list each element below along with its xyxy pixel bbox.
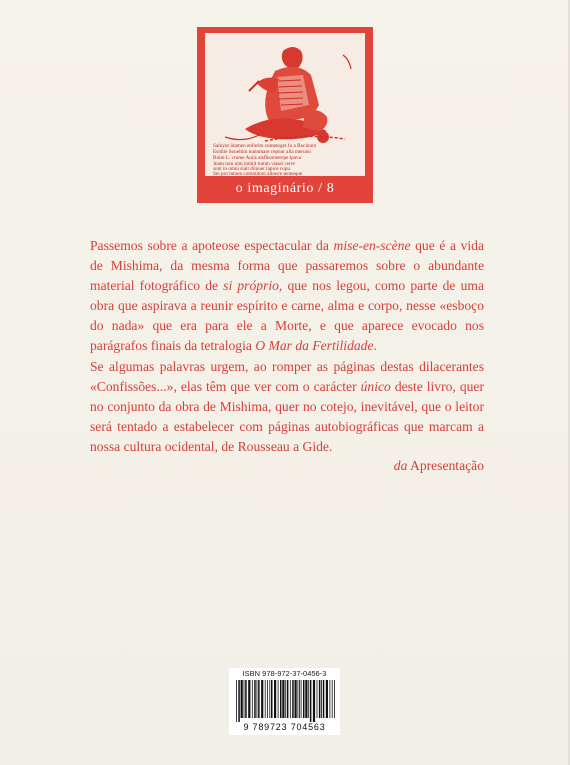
blurb-attribution xyxy=(330,456,484,476)
barcode-bar xyxy=(332,680,333,718)
barcode-bar xyxy=(269,680,270,718)
barcode-bar xyxy=(334,680,335,718)
barcode-bar xyxy=(261,680,263,718)
barcode-bar xyxy=(299,680,300,718)
text-run: Se algumas palavras urgem, ao romper as páginas destas dilacerantes «Confissões...», elas têm que ver com o carácter xyxy=(90,359,484,394)
blurb-paragraph-1 xyxy=(90,236,484,356)
barcode-bar xyxy=(241,680,243,718)
text-run: Passemos sobre a apoteose espectacular da xyxy=(90,238,334,253)
barcode-bar xyxy=(265,680,266,718)
barcode-bar xyxy=(248,680,250,718)
barcode-bar xyxy=(267,680,268,718)
text-run: deste livro, quer no conjunto da obra de Mishima, quer no cotejo, inevitável, que o leitor será tentado a estabelecer com páginas autobiográficas que marcam a nossa cultura ocidental, de Rousseau a Gide. xyxy=(90,379,484,454)
manuscript-figure xyxy=(205,33,365,176)
barcode-bar xyxy=(305,680,307,718)
manuscript-line: sunt in omni sialt diinuer lapice cupu xyxy=(213,166,290,172)
barcode-bars xyxy=(235,680,337,722)
barcode-bar xyxy=(285,680,286,718)
blurb-paragraph-2 xyxy=(90,357,484,457)
barcode-bar xyxy=(317,680,318,718)
barcode-bar xyxy=(278,680,279,718)
barcode-bar xyxy=(238,680,240,722)
italic-run: único xyxy=(360,379,391,394)
manuscript-line: Jnam tum uim inmiit tumm viasei cerre xyxy=(213,161,295,167)
barcode-bar xyxy=(298,680,299,718)
barcode-bar xyxy=(236,680,237,722)
manuscript-line: Buim L. crume Auiis aisflisomerepe ipavu xyxy=(213,155,302,161)
series-emblem xyxy=(197,27,373,203)
barcode-bar xyxy=(271,680,273,718)
series-label: o imaginário / 8 xyxy=(235,181,335,196)
manuscript-line: Esidiie Soneltim nunnmare cepnor alla merunu xyxy=(213,149,311,155)
back-cover-blurb xyxy=(90,236,484,457)
italic-run: si próprio xyxy=(223,278,279,293)
barcode-bar xyxy=(252,680,253,718)
barcode-bar xyxy=(280,680,282,718)
barcode-bar xyxy=(295,680,297,718)
barcode-bar xyxy=(323,680,325,718)
attribution-prefix: da xyxy=(393,458,408,473)
italic-run: mise-en-scène xyxy=(333,238,411,253)
manuscript-line: Sei pro lumen commitoni alionce tenneque xyxy=(213,171,303,176)
barcode-bar xyxy=(292,680,294,718)
text-run: que é a vida de Mishima, da mesma forma que passaremos sobre o abundante material fotográfico de xyxy=(90,238,484,293)
barcode-bar xyxy=(313,680,315,722)
barcode-digits: 9 789723 704563 xyxy=(243,722,326,732)
manuscript-illustration xyxy=(205,33,365,176)
barcode-bar xyxy=(244,680,245,718)
barcode-bar xyxy=(290,680,291,718)
barcode-bar xyxy=(330,680,331,718)
barcode-bar xyxy=(326,680,328,718)
barcode-bar xyxy=(319,680,321,718)
barcode-bar xyxy=(254,680,256,718)
barcode-bar xyxy=(303,680,305,718)
text-run: , que nos legou, como parte de uma obra que aspirava a reunir espírito e carne, alma e corpo, nesse «esboço do nada» que era para ele a Morte, e que aparece evocado nos parágrafos finais da tetralogia xyxy=(90,278,484,353)
barcode-bar xyxy=(287,680,289,718)
italic-run: O Mar da Fertilidade xyxy=(255,338,374,353)
barcode-bar xyxy=(274,680,276,718)
barcode-bar xyxy=(245,680,247,718)
manuscript-line: Saluyor idamen enfurim cumetoger fu a Bocinum xyxy=(213,143,317,149)
text-run: . xyxy=(373,338,377,353)
barcode-bar xyxy=(308,680,309,718)
barcode-bar xyxy=(282,680,284,718)
barcode-bar xyxy=(301,680,302,718)
barcode-bar xyxy=(310,680,312,722)
barcode-bar xyxy=(258,680,260,718)
barcode-bar xyxy=(321,680,322,718)
barcode-bar xyxy=(257,680,258,718)
isbn-barcode xyxy=(229,668,340,735)
attribution-source: Apresentação xyxy=(410,458,484,473)
isbn-number: ISBN 978-972-37-0456-3 xyxy=(242,669,327,678)
